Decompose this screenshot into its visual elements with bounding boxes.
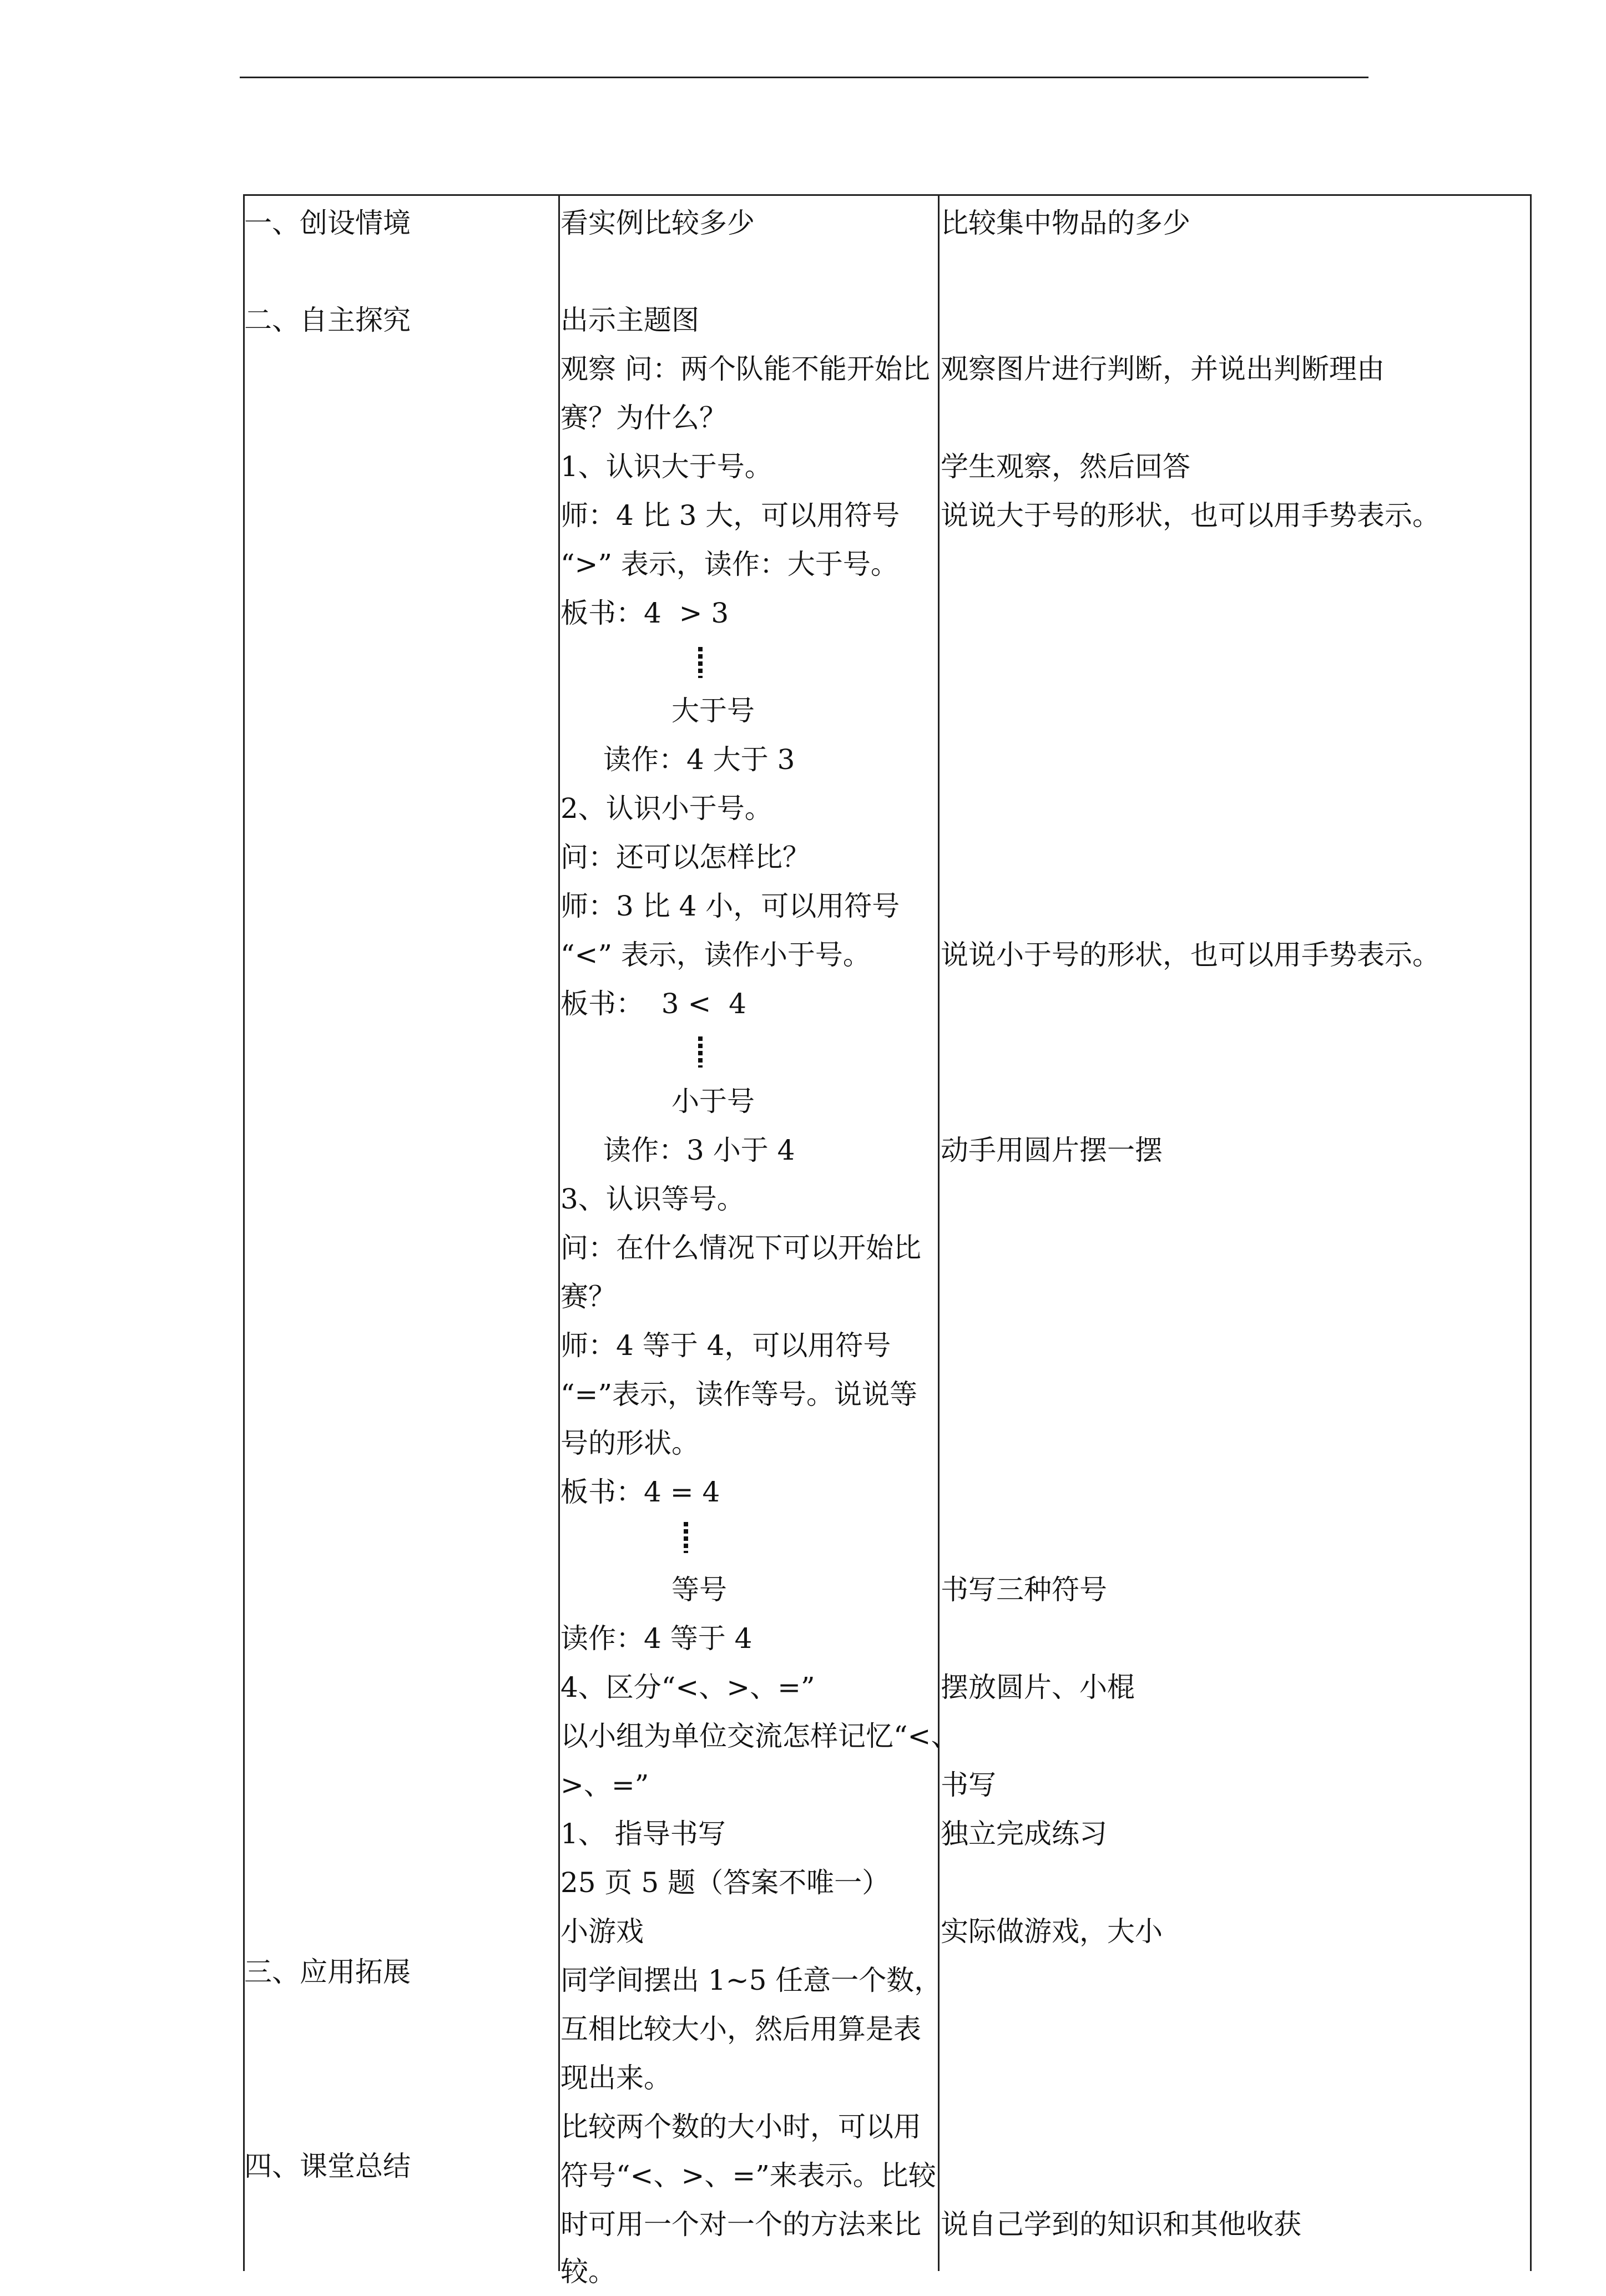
- teacher-line: 号的形状。: [560, 1427, 699, 1459]
- header-rule: [240, 77, 1368, 78]
- teacher-line: 2、认识小于号。: [560, 792, 772, 825]
- teacher-line: 师：4 等于 4，可以用符号: [560, 1329, 891, 1362]
- stage-2-label: 二、自主探究: [244, 304, 411, 336]
- teacher-line: 观察 问：两个队能不能开始比: [560, 353, 930, 385]
- teacher-line: 较。: [560, 2255, 616, 2288]
- board-writing: 板书：4 = 4: [560, 1476, 720, 1508]
- board-writing: 板书：4 > 3: [560, 597, 729, 629]
- dotted-pointer: [684, 1522, 688, 1553]
- student-line: 实际做游戏，大小: [941, 1915, 1163, 1948]
- teacher-line: 赛？: [560, 1281, 616, 1313]
- student-line: 学生观察，然后回答: [941, 451, 1190, 483]
- teacher-line: “=”表示，读作等号。说说等: [560, 1378, 918, 1410]
- teacher-line: 赛？为什么？: [560, 402, 727, 434]
- column-divider-1: [558, 194, 560, 2271]
- student-line: 书写三种符号: [941, 1574, 1107, 1606]
- stage-4-label: 四、课堂总结: [244, 2150, 411, 2182]
- dotted-pointer: [698, 647, 703, 678]
- student-line: 独立完成练习: [941, 1818, 1107, 1850]
- teacher-line: 师：4 比 3 大，可以用符号: [560, 499, 900, 532]
- reading-line: 读作：4 等于 4: [560, 1622, 753, 1655]
- student-line: 说说小于号的形状，也可以用手势表示。: [941, 939, 1440, 971]
- symbol-name: 大于号: [671, 695, 755, 727]
- board-writing: 板书： 3 < 4: [560, 988, 746, 1020]
- teacher-line: 1、认识大于号。: [560, 451, 772, 483]
- teacher-line: 以小组为单位交流怎样记忆“<、: [560, 1720, 959, 1752]
- teacher-line: 问：还可以怎样比？: [560, 841, 810, 873]
- teacher-line: 1、 指导书写: [560, 1818, 726, 1850]
- teacher-line: 符号“<、>、=”来表示。比较: [560, 2160, 936, 2192]
- teacher-line: 小游戏: [560, 1915, 644, 1948]
- teacher-line: 师：3 比 4 小，可以用符号: [560, 890, 900, 922]
- student-line: 比较集中物品的多少: [941, 207, 1190, 239]
- symbol-name: 等号: [671, 1574, 727, 1606]
- student-line: 说说大于号的形状，也可以用手势表示。: [941, 499, 1440, 532]
- teacher-line: >、=”: [560, 1769, 649, 1801]
- stage-1-label: 一、创设情境: [244, 207, 411, 239]
- teacher-line: 互相比较大小，然后用算是表: [560, 2013, 921, 2045]
- symbol-name: 小于号: [671, 1085, 755, 1117]
- teacher-line: “>” 表示，读作：大于号。: [560, 548, 898, 580]
- reading-line: 读作：3 小于 4: [603, 1134, 795, 1166]
- teacher-line: 3、认识等号。: [560, 1183, 745, 1215]
- teacher-line: 出示主题图: [560, 304, 699, 336]
- dotted-pointer: [698, 1036, 703, 1068]
- stage-3-label: 三、应用拓展: [244, 1956, 411, 1988]
- teacher-line: 比较两个数的大小时，可以用: [560, 2111, 921, 2143]
- student-line: 摆放圆片、小棍: [941, 1671, 1135, 1703]
- teacher-line: 现出来。: [560, 2062, 671, 2094]
- student-line: 说自己学到的知识和其他收获: [941, 2208, 1301, 2241]
- student-line: 动手用圆片摆一摆: [941, 1134, 1163, 1166]
- reading-line: 读作：4 大于 3: [603, 744, 795, 776]
- student-line: 观察图片进行判断，并说出判断理由: [941, 353, 1385, 385]
- student-line: 书写: [941, 1769, 996, 1801]
- teacher-line: 时可用一个对一个的方法来比: [560, 2208, 921, 2241]
- teacher-line: 25 页 5 题（答案不唯一）: [560, 1867, 890, 1899]
- teacher-line: 4、区分“<、>、=”: [560, 1671, 815, 1703]
- teacher-line: 问：在什么情况下可以开始比: [560, 1232, 921, 1264]
- teacher-line: 看实例比较多少: [560, 207, 755, 239]
- teacher-line: “<” 表示，读作小于号。: [560, 939, 871, 971]
- teacher-line: 同学间摆出 1~5 任意一个数，: [560, 1964, 942, 1996]
